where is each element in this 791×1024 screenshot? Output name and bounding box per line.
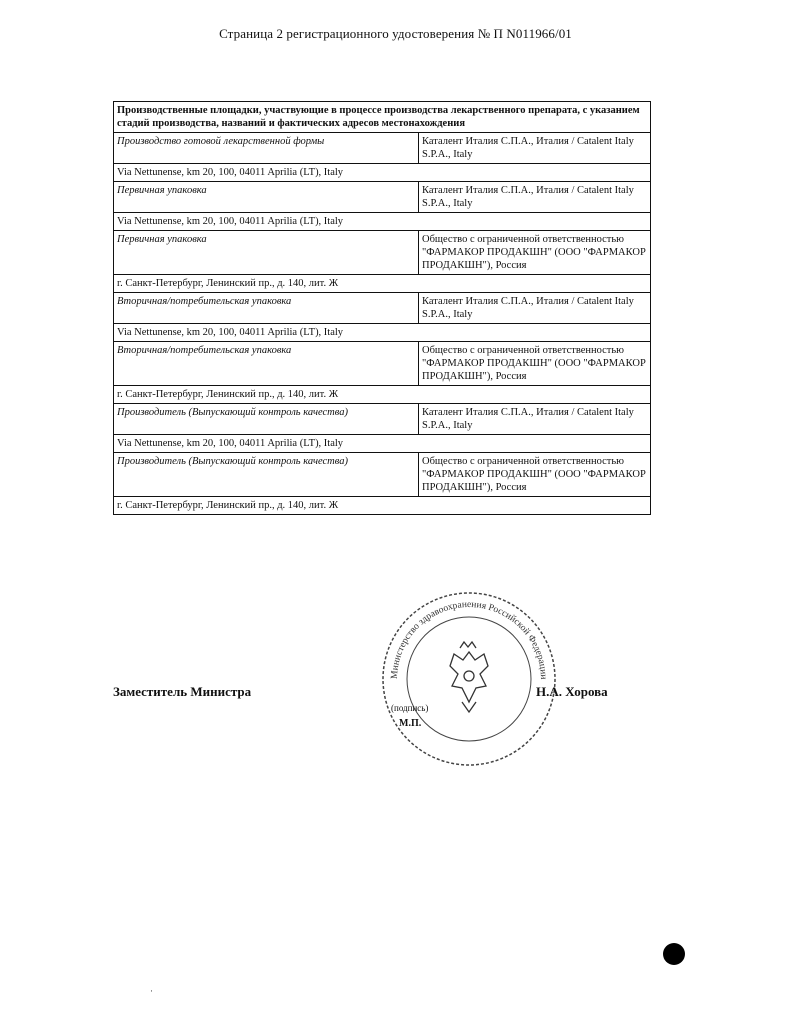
production-stage: Вторичная/потребительская упаковка <box>114 293 419 324</box>
site-address: Via Nettunense, km 20, 100, 04011 Aprilia (LT), Italy <box>114 435 651 453</box>
production-stage: Первичная упаковка <box>114 231 419 275</box>
signatory-position: Заместитель Министра <box>113 684 252 699</box>
site-address: г. Санкт-Петербург, Ленинский пр., д. 140, лит. Ж <box>114 386 651 404</box>
stray-mark: · <box>150 986 153 996</box>
table-row <box>114 182 651 213</box>
company-name: Общество с ограниченной ответственностью "ФАРМАКОР ПРОДАКШН" (ООО "ФАРМАКОР ПРОДАКШН"), Россия <box>419 231 651 275</box>
company-name: Общество с ограниченной ответственностью "ФАРМАКОР ПРОДАКШН" (ООО "ФАРМАКОР ПРОДАКШН"), Россия <box>419 453 651 497</box>
punch-mark <box>663 943 685 965</box>
company-name: Каталент Италия С.П.А., Италия / Catalent Italy S.P.A., Italy <box>419 133 651 164</box>
table-row <box>114 404 651 435</box>
production-sites-table <box>113 101 651 515</box>
site-address: г. Санкт-Петербург, Ленинский пр., д. 140, лит. Ж <box>114 497 651 515</box>
official-seal <box>380 590 558 768</box>
table-row <box>114 324 651 342</box>
table-row <box>114 293 651 324</box>
site-address: Via Nettunense, km 20, 100, 04011 Aprilia (LT), Italy <box>114 213 651 231</box>
signatory-name: Н.А. Хорова <box>536 684 608 699</box>
site-address: Via Nettunense, km 20, 100, 04011 Aprilia (LT), Italy <box>114 164 651 182</box>
production-stage: Вторичная/потребительская упаковка <box>114 342 419 386</box>
table-row <box>114 231 651 275</box>
table-heading: Производственные площадки, участвующие в процессе производства лекарственного препарата, с указанием стадий производства, названий и фактических адресов местонахождения <box>114 102 651 133</box>
eagle-emblem-icon <box>450 642 488 712</box>
company-name: Каталент Италия С.П.А., Италия / Catalent Italy S.P.A., Italy <box>419 404 651 435</box>
table-row <box>114 275 651 293</box>
table-row <box>114 386 651 404</box>
production-stage: Производитель (Выпускающий контроль качества) <box>114 453 419 497</box>
seal-ring-text: Министерство здравоохранения Российской Федерации <box>389 599 549 680</box>
table-heading-row <box>114 102 651 133</box>
seal-outer-ring <box>383 593 555 765</box>
production-stage: Производитель (Выпускающий контроль качества) <box>114 404 419 435</box>
table-row <box>114 164 651 182</box>
company-name: Каталент Италия С.П.А., Италия / Catalent Italy S.P.A., Italy <box>419 182 651 213</box>
seal-inner-ring <box>407 617 531 741</box>
site-address: г. Санкт-Петербург, Ленинский пр., д. 140, лит. Ж <box>114 275 651 293</box>
table-row <box>114 453 651 497</box>
table-row <box>114 342 651 386</box>
table-row <box>114 213 651 231</box>
table-row <box>114 435 651 453</box>
table-row <box>114 497 651 515</box>
company-name: Общество с ограниченной ответственностью "ФАРМАКОР ПРОДАКШН" (ООО "ФАРМАКОР ПРОДАКШН"), Россия <box>419 342 651 386</box>
site-address: Via Nettunense, km 20, 100, 04011 Aprilia (LT), Italy <box>114 324 651 342</box>
signature-note: (подпись) <box>391 703 429 713</box>
company-name: Каталент Италия С.П.А., Италия / Catalent Italy S.P.A., Italy <box>419 293 651 324</box>
production-stage: Производство готовой лекарственной формы <box>114 133 419 164</box>
production-stage: Первичная упаковка <box>114 182 419 213</box>
seal-place-label: М.П. <box>399 718 422 729</box>
page-header: Страница 2 регистрационного удостоверения № П N011966/01 <box>219 26 572 41</box>
table-row <box>114 133 651 164</box>
